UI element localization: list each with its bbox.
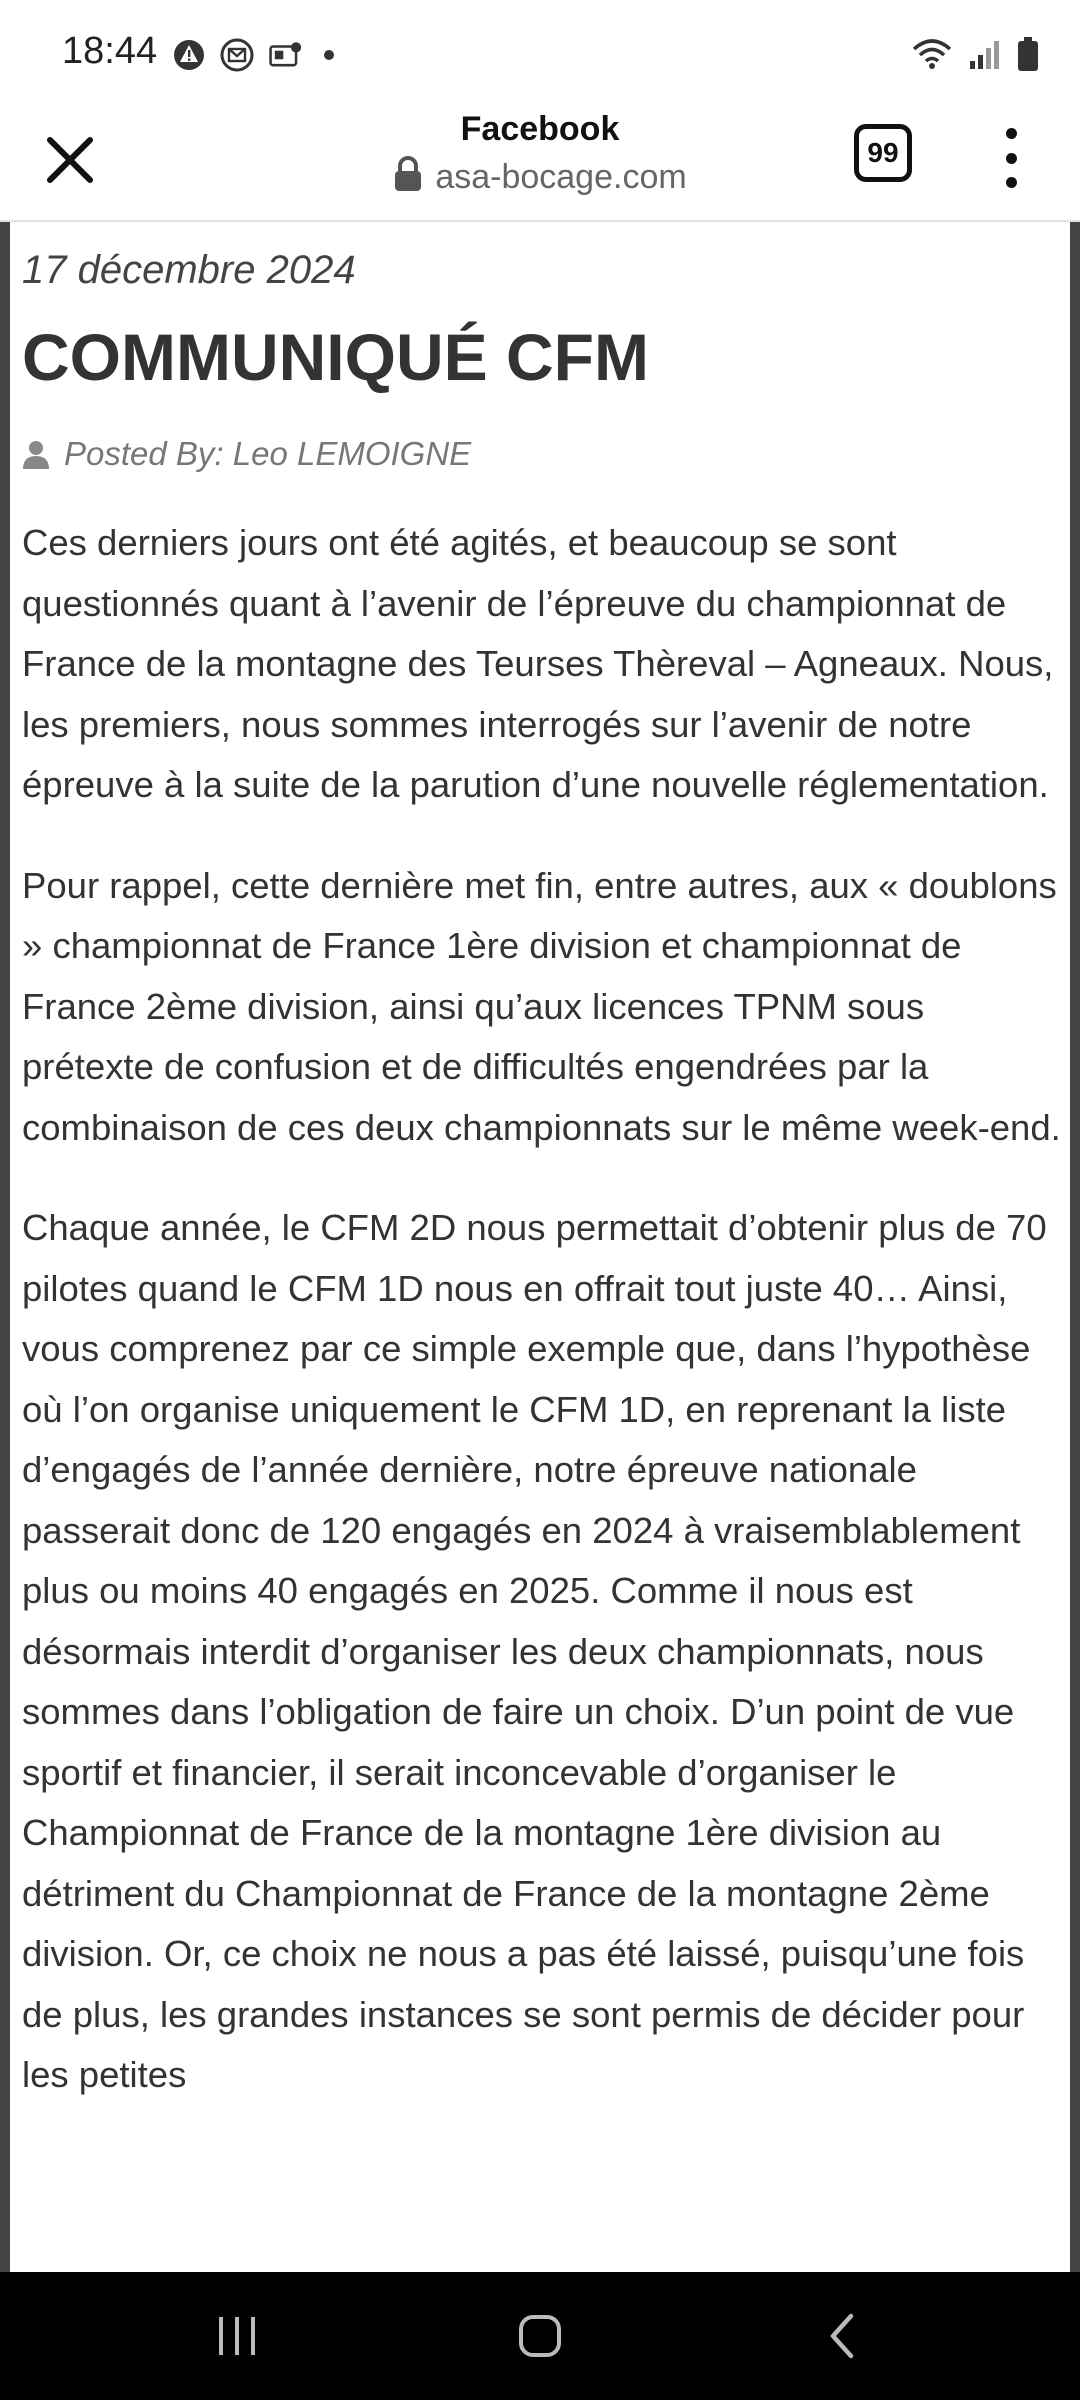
- system-navigation-bar: [0, 2272, 1080, 2400]
- tab-count: 99: [867, 137, 899, 168]
- menu-dot: [1006, 153, 1017, 164]
- page-frame-right: [1070, 222, 1080, 2272]
- wifi-icon: [910, 37, 954, 71]
- url-bar[interactable]: [0, 156, 1080, 197]
- page-frame-left: [0, 222, 10, 2272]
- more-notifications-dot: [324, 50, 334, 60]
- alert-icon: [172, 38, 206, 72]
- recent-apps-button[interactable]: [207, 2306, 267, 2366]
- article-paragraph: Pour rappel, cette dernière met fin, entre autres, aux « doublons » championnat de France 1ère division et championnat de France 2ème division, ainsi qu’aux licences TPNM sous prétexte de confusion et de difficultés engendrées par la combinaison de ces deux championnats sur le même week-end.: [22, 864, 1061, 1148]
- home-button[interactable]: [510, 2306, 570, 2366]
- post-author-text: Posted By: Leo LEMOIGNE: [64, 435, 472, 472]
- tabs-button[interactable]: [854, 124, 912, 182]
- lock-icon: [393, 156, 423, 192]
- back-button[interactable]: [812, 2306, 872, 2366]
- article-paragraph: Ces derniers jours ont été agités, et beaucoup se sont questionnés quant à l’avenir de l’épreuve du championnat de France de la montagne des Teurses Thèreval – Agneaux. Nous, les premiers, nous sommes interrogés sur l’avenir de notre épreuve à la suite de la parution d’une nouvelle réglementation.: [22, 522, 1054, 805]
- user-icon: [22, 439, 50, 469]
- post-date: 17 décembre 2024: [22, 248, 356, 292]
- recent-apps-icon: [215, 2315, 259, 2357]
- browser-toolbar: [0, 110, 1080, 222]
- more-options-button[interactable]: [996, 128, 1026, 188]
- notification-icon: [268, 38, 302, 72]
- home-icon: [517, 2313, 563, 2359]
- battery-icon: [1016, 36, 1040, 72]
- status-system-icons: [910, 36, 1040, 72]
- article-paragraph: Chaque année, le CFM 2D nous permettait d’obtenir plus de 70 pilotes quand le CFM 1D nous en offrait tout juste 40… Ainsi, vous comprenez par ce simple exemple que, dans l’hypothèse où l’on organise uniquement le CFM 1D, en reprenant la liste d’engagés de l’année dernière, notre épreuve nationale passerait donc de 120 engagés en 2024 à vraisemblablement plus ou moins 40 engagés en 2025. Comme il nous est désormais interdit d’organiser les deux championnats, nous sommes dans l’obligation de faire un choix. D’un point de vue sportif et financier, il serait inconcevable d’organiser le Championnat de France de la montagne 1ère division au détriment du Championnat de France de la montagne 2ème division. Or, ce choix ne nous a pas été laissé, puisqu’une fois de plus, les grandes instances se sont permis de décider pour les petites: [22, 1207, 1047, 2095]
- signal-icon: [968, 37, 1002, 71]
- back-icon: [827, 2312, 857, 2360]
- mail-icon: [220, 38, 254, 72]
- page-title: Facebook: [460, 110, 620, 148]
- menu-dot: [1006, 128, 1017, 139]
- menu-dot: [1006, 177, 1017, 188]
- status-bar: [0, 0, 1080, 110]
- url-text: asa-bocage.com: [435, 158, 687, 196]
- article[interactable]: [22, 222, 1062, 2272]
- status-time: 18:44: [62, 30, 158, 72]
- post-title: COMMUNIQUÉ CFM: [22, 320, 649, 394]
- post-author: [22, 435, 1062, 473]
- status-notification-icons: [172, 38, 334, 72]
